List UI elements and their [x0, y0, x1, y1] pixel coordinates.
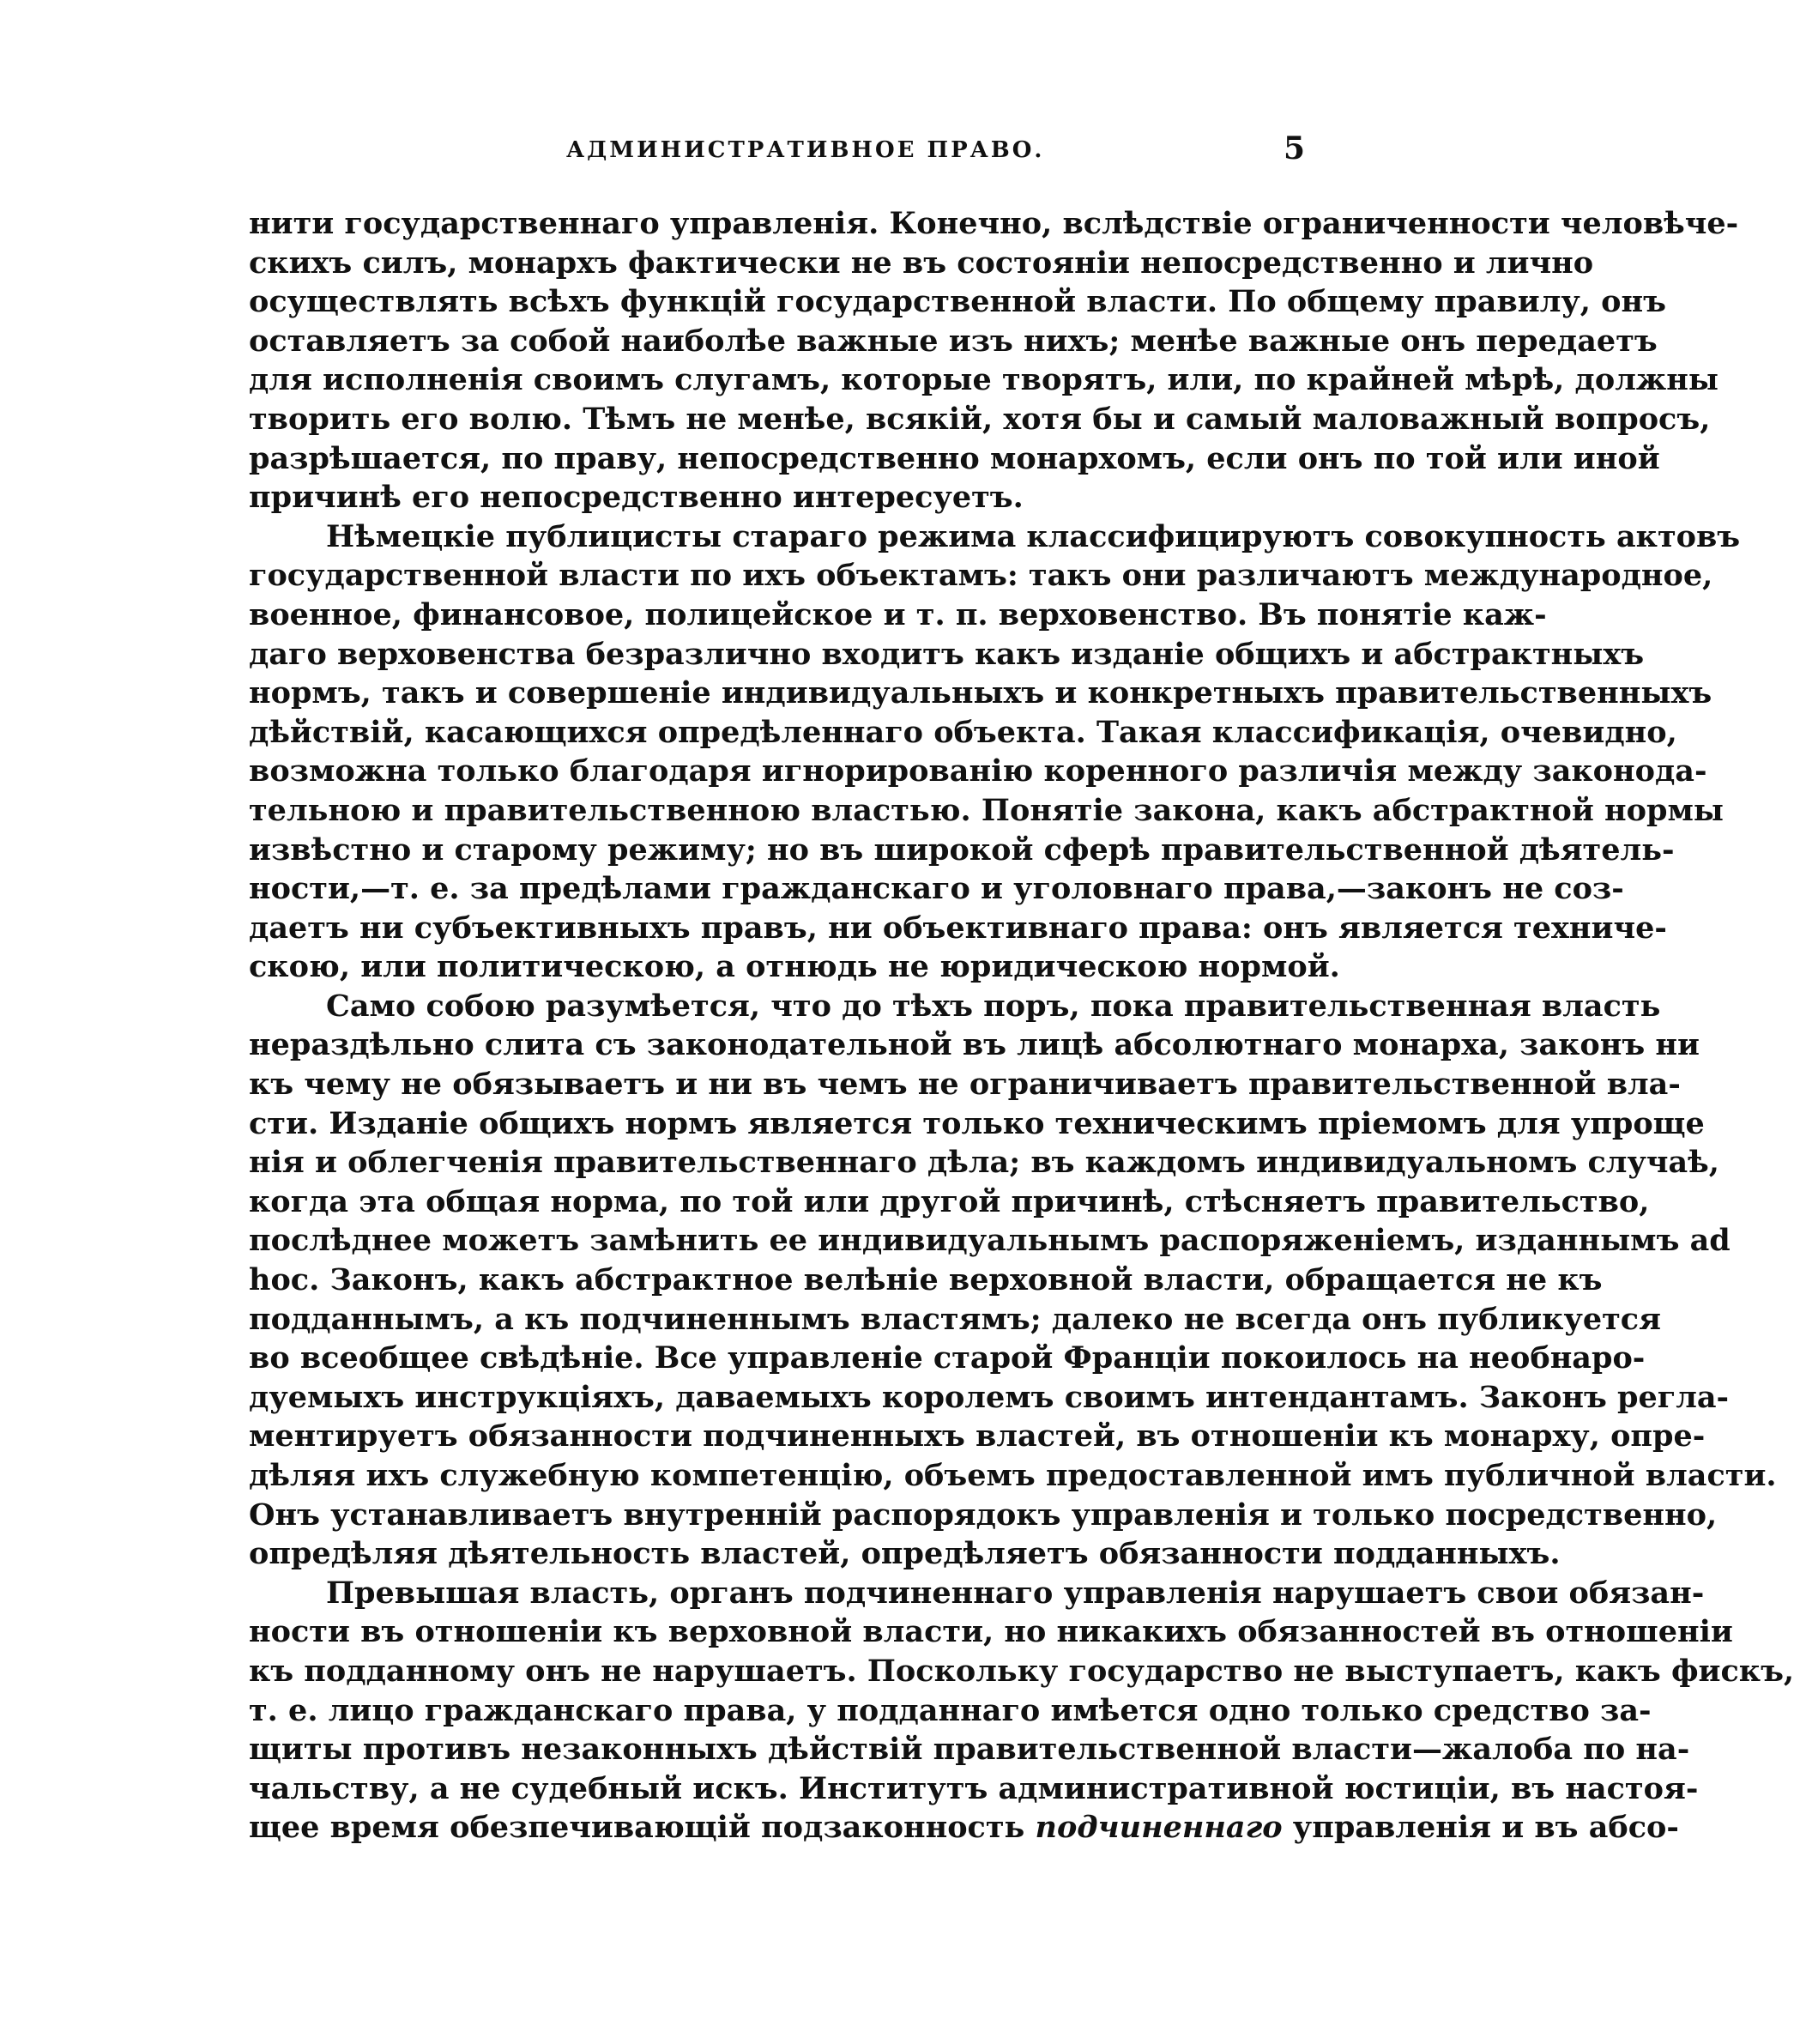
text-line: даго верховенства безразлично входитъ какъ изданіе общихъ и абстрактныхъ [249, 636, 1645, 672]
text-line: чальству, а не судебный искъ. Институтъ административной юстиціи, въ настоя- [249, 1770, 1699, 1806]
text-line: Нѣмецкіе публицисты стараго режима классифицируютъ совокупность актовъ [326, 518, 1741, 554]
text-line: скою, или политическою, а отнюдь не юридическою нормой. [249, 949, 1340, 985]
text-line: военное, финансовое, полицейское и т. п. верховенство. Въ понятіе каж- [249, 596, 1547, 632]
text-line: ности,—т. е. за предѣлами гражданскаго и уголовнаго права,—законъ не соз- [249, 871, 1624, 907]
text-line: т. е. лицо гражданскаго права, у подданнаго имѣется одно только средство за- [249, 1692, 1652, 1728]
text-line: Само собою разумѣется, что до тѣхъ поръ, пока правительственная власть [326, 988, 1661, 1024]
text-line: нормъ, такъ и совершеніе индивидуальныхъ и конкретныхъ правительственныхъ [249, 675, 1712, 711]
text-line: hoc. Законъ, какъ абстрактное велѣніе верховной власти, обращается не къ [249, 1262, 1603, 1298]
text-line: опредѣляя дѣятельность властей, опредѣляетъ обязанности подданныхъ. [249, 1536, 1561, 1572]
text-line: оставляетъ за собой наиболѣе важные изъ нихъ; менѣе важные онъ передаетъ [249, 323, 1658, 359]
text-line: скихъ силъ, монархъ фактически не въ состояніи непосредственно и лично [249, 245, 1594, 281]
paragraph-1 [249, 204, 1739, 517]
text-line: даетъ ни субъективныхъ правъ, ни объективнаго права: онъ является техниче- [249, 910, 1667, 946]
italic-word: подчиненнаго [1035, 1810, 1283, 1846]
text-line: ности въ отношеніи къ верховной власти, но никакихъ обязанностей въ отношеніи [249, 1614, 1733, 1650]
text-line: Онъ устанавливаетъ внутренній распорядокъ управленія и только посредственно, [249, 1497, 1718, 1533]
page-number: 5 [1284, 130, 1306, 166]
paragraph-3 [249, 987, 1777, 1574]
text-line: сти. Изданіе общихъ нормъ является только техническимъ пріемомъ для упроще [249, 1105, 1705, 1141]
body-text [249, 204, 1794, 1847]
text-line: дѣйствій, касающихся опредѣленнаго объекта. Такая классификація, очевидно, [249, 714, 1677, 750]
text-line: разрѣшается, по праву, непосредственно монархомъ, если онъ по той или иной [249, 440, 1660, 476]
text-line: подданнымъ, а къ подчиненнымъ властямъ; далеко не всегда онъ публикуется [249, 1301, 1661, 1337]
text-line: тельною и правительственною властью. Понятіе закона, какъ абстрактной нормы [249, 792, 1724, 828]
text-line: извѣстно и старому режиму; но въ широкой сферѣ правительственной дѣятель- [249, 832, 1675, 868]
text-line: творить его волю. Тѣмъ не менѣе, всякій, хотя бы и самый маловажный вопросъ, [249, 401, 1711, 437]
text-line: для исполненія своимъ слугамъ, которые творятъ, или, по крайней мѣрѣ, должны [249, 362, 1718, 398]
text-line: причинѣ его непосредственно интересуетъ. [249, 480, 1024, 516]
text-line: нити государственнаго управленія. Конечно, вслѣдствіе ограниченности человѣче- [249, 206, 1739, 241]
text-line: нія и облегченія правительственнаго дѣла; въ каждомъ индивидуальномъ случаѣ, [249, 1145, 1719, 1181]
text-line: нераздѣльно слита съ законодательной въ лицѣ абсолютнаго монарха, законъ ни [249, 1027, 1700, 1063]
text-line: во всеобщее свѣдѣніе. Все управленіе старой Франціи покоилось на необнаро- [249, 1340, 1646, 1376]
text-line: осуществлять всѣхъ функцій государственной власти. По общему правилу, онъ [249, 284, 1666, 320]
text-segment: щее время обезпечивающій подзаконность [249, 1810, 1036, 1846]
text-line: послѣднее можетъ замѣнить ее индивидуальнымъ распоряженіемъ, изданнымъ ad [249, 1223, 1731, 1259]
text-line: дуемыхъ инструкціяхъ, даваемыхъ королемъ своимъ интендантамъ. Законъ регла- [249, 1379, 1730, 1415]
text-line-with-italic [249, 1808, 1679, 1847]
text-line: когда эта общая норма, по той или другой причинѣ, стѣсняетъ правительство, [249, 1183, 1650, 1219]
text-line: возможна только благодаря игнорированію коренного различія между законода- [249, 753, 1707, 789]
paragraph-4 [249, 1574, 1794, 1847]
text-line: ментируетъ обязанности подчиненныхъ властей, въ отношеніи къ монарху, опре- [249, 1418, 1706, 1454]
text-line: щиты противъ незаконныхъ дѣйствій правительственной власти—жалоба по на- [249, 1732, 1690, 1768]
text-line: къ подданному онъ не нарушаетъ. Поскольку государство не выступаетъ, какъ фискъ, [249, 1653, 1794, 1689]
text-line: дѣляя ихъ служебную компетенцію, объемъ предоставленной имъ публичной власти. [249, 1458, 1777, 1493]
paragraph-2 [249, 517, 1741, 987]
text-segment: управленія и въ абсо- [1282, 1810, 1679, 1846]
text-line: къ чему не обязываетъ и ни въ чемъ не ограничиваетъ правительственной вла- [249, 1067, 1681, 1103]
running-head: АДМИНИСТРАТИВНОЕ ПРАВО. [566, 137, 1045, 163]
text-line: Превышая власть, органъ подчиненнаго управленія нарушаетъ свои обязан- [326, 1575, 1705, 1611]
text-line: государственной власти по ихъ объектамъ: такъ они различаютъ международное, [249, 558, 1713, 594]
